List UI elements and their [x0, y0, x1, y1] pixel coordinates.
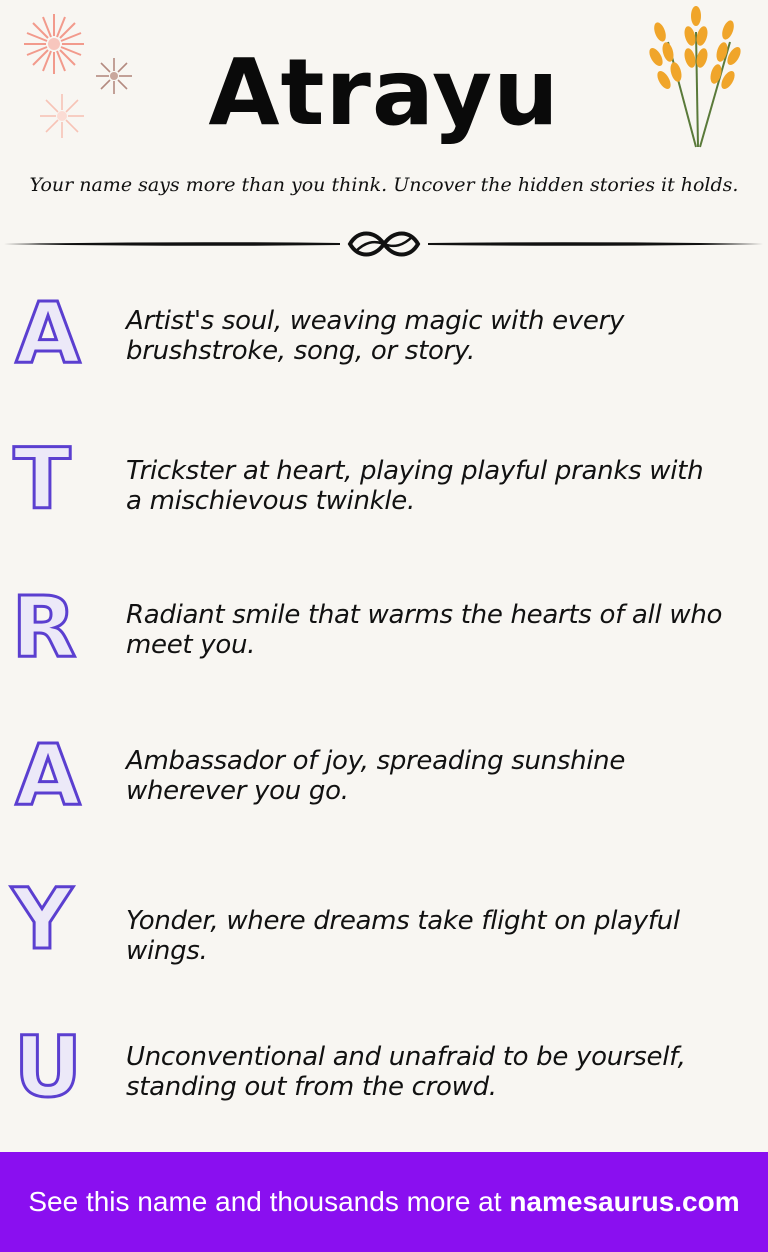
footer-site-link[interactable]: namesaurus.com	[509, 1186, 740, 1217]
letter-row	[0, 290, 768, 400]
footer-text: See this name and thousands more at	[28, 1186, 510, 1217]
letter-description: Radiant smile that warms the hearts of all who meet you.	[126, 600, 723, 660]
svg-text:U: U	[13, 1024, 83, 1104]
letter-description: Artist's soul, weaving magic with every brushstroke, song, or story.	[126, 306, 625, 366]
svg-text:R: R	[11, 584, 77, 664]
letter-a-icon	[8, 732, 88, 812]
letter-description: Unconventional and unafraid to be yourself, standing out from the crowd.	[126, 1042, 686, 1102]
letter-description: Trickster at heart, playing playful pranks with a mischievous twinkle.	[126, 456, 704, 516]
svg-text:T: T	[13, 436, 71, 516]
letter-row	[0, 436, 768, 546]
letter-y-icon	[8, 876, 88, 956]
letter-a-icon	[8, 290, 88, 370]
letter-u-icon	[8, 1024, 88, 1104]
svg-text:Y: Y	[11, 876, 73, 956]
tagline: Your name says more than you think. Uncover the hidden stories it holds.	[29, 174, 739, 196]
letter-row	[0, 584, 768, 694]
svg-text:A: A	[15, 290, 81, 370]
page-title: Atrayu	[208, 39, 560, 146]
letter-row	[0, 732, 768, 842]
ornamental-divider-icon	[0, 222, 768, 266]
svg-text:A: A	[15, 732, 81, 812]
letter-row	[0, 876, 768, 986]
letter-description: Yonder, where dreams take flight on playful wings.	[126, 906, 680, 966]
letter-row	[0, 1024, 768, 1134]
letter-r-icon	[8, 584, 88, 664]
letter-description: Ambassador of joy, spreading sunshine wherever you go.	[126, 746, 626, 806]
letter-t-icon	[8, 436, 88, 516]
footer-banner	[0, 1152, 768, 1252]
